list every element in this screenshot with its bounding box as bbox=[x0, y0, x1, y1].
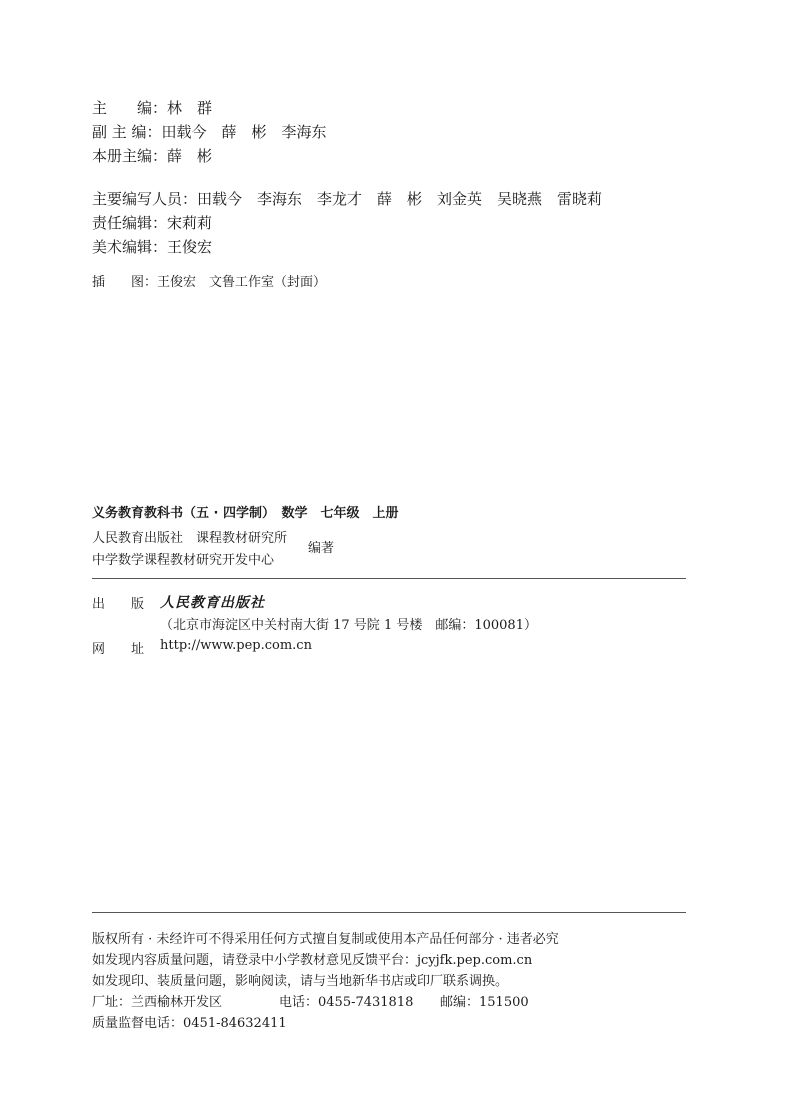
illustration-label: 插 图： bbox=[92, 275, 158, 290]
responsible-editor-label: 责任编辑： bbox=[92, 214, 168, 232]
factory-postcode: 邮编：151500 bbox=[440, 995, 529, 1010]
deputy-editor-names: 田载今 薛 彬 李海东 bbox=[161, 123, 327, 141]
chief-editor-row bbox=[92, 96, 212, 120]
deputy-editor-label: 副 主 编： bbox=[92, 123, 162, 141]
feedback-notice: 如发现内容质量问题，请登录中小学教材意见反馈平台：jcyjfk.pep.com.cn bbox=[92, 953, 533, 968]
illustration-names: 王俊宏 文鲁工作室（封面） bbox=[157, 275, 327, 290]
web-url[interactable]: http://www.pep.com.cn bbox=[160, 638, 312, 653]
divider-top bbox=[92, 578, 686, 579]
deputy-editor-row bbox=[92, 120, 327, 144]
responsible-editor-name: 宋莉莉 bbox=[167, 214, 213, 232]
volume-editor-label: 本册主编： bbox=[92, 147, 168, 165]
chief-editor-name: 林 群 bbox=[167, 99, 213, 117]
web-label: 网 址 bbox=[92, 642, 145, 657]
writers-names: 田载今 李海东 李龙才 薛 彬 刘金英 吴晓燕 雷晓莉 bbox=[197, 190, 603, 208]
print-quality-notice: 如发现印、装质量问题，影响阅读，请与当地新华书店或印厂联系调换。 bbox=[92, 974, 509, 989]
publisher-label: 出 版 bbox=[92, 597, 145, 612]
art-editor-name: 王俊宏 bbox=[167, 238, 213, 256]
writers-label: 主要编写人员： bbox=[92, 190, 198, 208]
divider-bottom bbox=[92, 912, 686, 913]
quality-supervision-phone: 质量监督电话：0451-84632411 bbox=[92, 1016, 287, 1031]
factory-phone: 电话：0455-7431818 bbox=[279, 995, 414, 1010]
book-title: 义务教育教科书（五 · 四学制） 数学 七年级 上册 bbox=[92, 506, 399, 521]
author-line-2: 中学数学课程教材研究开发中心 bbox=[92, 553, 275, 568]
volume-editor-name: 薛 彬 bbox=[167, 147, 213, 165]
publisher-logo: 人民教育出版社 bbox=[160, 595, 265, 611]
art-editor-row bbox=[92, 235, 212, 259]
illustration-row bbox=[92, 271, 326, 290]
chief-editor-label: 主 编： bbox=[92, 99, 168, 117]
art-editor-label: 美术编辑： bbox=[92, 238, 168, 256]
author-line-1: 人民教育出版社 课程教材研究所 bbox=[92, 531, 288, 546]
copyright-notice: 版权所有 · 未经许可不得采用任何方式擅自复制或使用本产品任何部分 · 违者必究 bbox=[92, 932, 559, 947]
responsible-editor-row bbox=[92, 211, 212, 235]
volume-editor-row bbox=[92, 144, 212, 168]
writers-row bbox=[92, 187, 602, 211]
factory-address: 厂址：兰西榆林开发区 bbox=[92, 995, 223, 1010]
publisher-address: （北京市海淀区中关村南大街 17 号院 1 号楼 邮编：100081） bbox=[160, 618, 537, 633]
author-role: 编著 bbox=[308, 541, 335, 556]
